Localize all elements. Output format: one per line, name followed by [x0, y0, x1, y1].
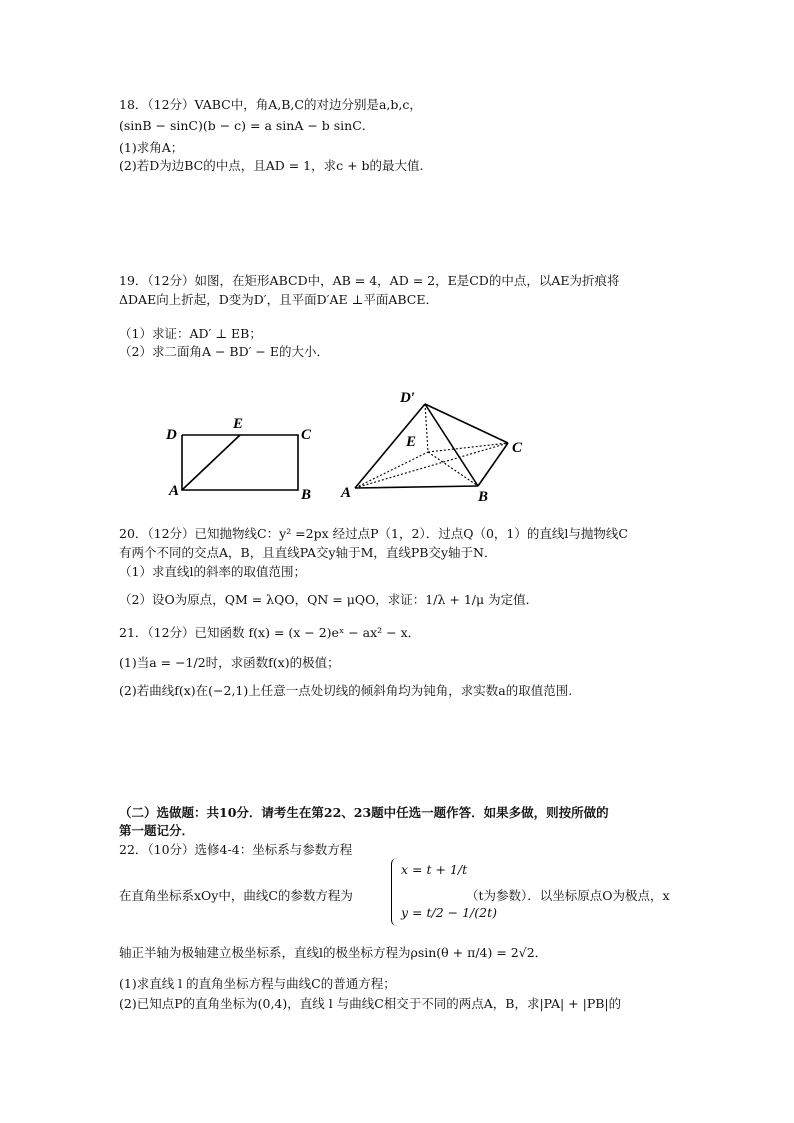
q19-line1: 19．（12分）如图，在矩形ABCD中，AB = 4，AD = 2，E是CD的中点，以AE为折痕将	[119, 273, 620, 288]
label-right-B: B	[478, 489, 489, 505]
q21-part2: (2)若曲线f(x)在(−2,1)上任意一点处切线的倾斜角均为钝角，求实数a的取值范围.	[119, 683, 573, 698]
q19-line2: ΔDAE向上折起，D变为D′，且平面D′AE ⊥平面ABCE．	[119, 292, 438, 307]
q18-line1: 18．（12分）VABC中，角A,B,C的对边分别是a,b,c，	[119, 97, 422, 112]
q20-part1: （1）求直线l的斜率的取值范围；	[119, 564, 306, 579]
q20-part2: （2）设O为原点，QM = λQO，QN = μQO，求证：1/λ + 1/μ 为定值．	[119, 592, 539, 607]
q22-line3: 轴正半轴为极轴建立极坐标系，直线l的极坐标方程为ρsin(θ + π/4) = 2√2．	[119, 945, 548, 960]
q18-part1: (1)求角A；	[119, 140, 184, 155]
label-left-E: E	[233, 416, 244, 432]
label-right-D-prime: D′	[400, 390, 416, 406]
q22-part2: (2)已知点P的直角坐标为(0,4)，直线 l 与曲线C相交于不同的两点A，B，求|PA| + |PB|的	[119, 996, 622, 1011]
q22-part1: (1)求直线 l 的直角坐标方程与曲线C的普通方程；	[119, 976, 396, 991]
label-left-C: C	[301, 427, 312, 443]
section2-heading-line2: 第一题记分．	[119, 823, 195, 838]
label-right-A: A	[341, 485, 352, 501]
label-right-C: C	[512, 440, 523, 456]
q18-line2: (sinB − sinC)(b − c) = a sinA − b sinC．	[119, 118, 375, 133]
q19-part1: （1）求证：AD′ ⊥ EB；	[119, 326, 262, 341]
q20-line2: 有两个不同的交点A，B，且直线PA交y轴于M，直线PB交y轴于N．	[119, 545, 497, 560]
param-eq-y: y = t/2 − 1/(2t)	[401, 905, 497, 920]
q19-figures	[160, 380, 540, 510]
rectangle-figure	[165, 416, 312, 503]
section2-heading-line1: （二）选做题：共10分．请考生在第22、23题中任选一题作答．如果多做，则按所做的	[119, 805, 609, 820]
q19-part2: （2）求二面角A − BD′ − E的大小．	[119, 344, 329, 359]
q21-part1: (1)当a = −1/2时，求函数f(x)的极值；	[119, 655, 340, 670]
q21-line1: 21．（12分）已知函数 f(x) = (x − 2)eˣ − ax² − x．	[119, 625, 421, 640]
param-brace	[391, 858, 398, 926]
label-left-D: D	[166, 427, 177, 443]
label-left-A: A	[169, 483, 180, 499]
q22-line2-cont: （t为参数）．以坐标原点O为极点，x	[466, 888, 670, 903]
q18-part2: (2)若D为边BC的中点，且AD = 1，求c + b的最大值.	[119, 158, 424, 173]
q22-line2: 在直角坐标系xOy中，曲线C的参数方程为	[119, 888, 353, 903]
label-left-B: B	[301, 487, 312, 503]
label-right-E: E	[406, 434, 417, 450]
folded-pyramid-figure	[340, 390, 523, 505]
param-eq-x: x = t + 1/t	[401, 862, 468, 877]
q20-line1: 20．（12分）已知抛物线C：y² =2px 经过点P（1，2）．过点Q（0，1）的直线l与抛物线C	[119, 526, 628, 541]
q22-title: 22．（10分）选修4-4：坐标系与参数方程	[119, 842, 353, 857]
